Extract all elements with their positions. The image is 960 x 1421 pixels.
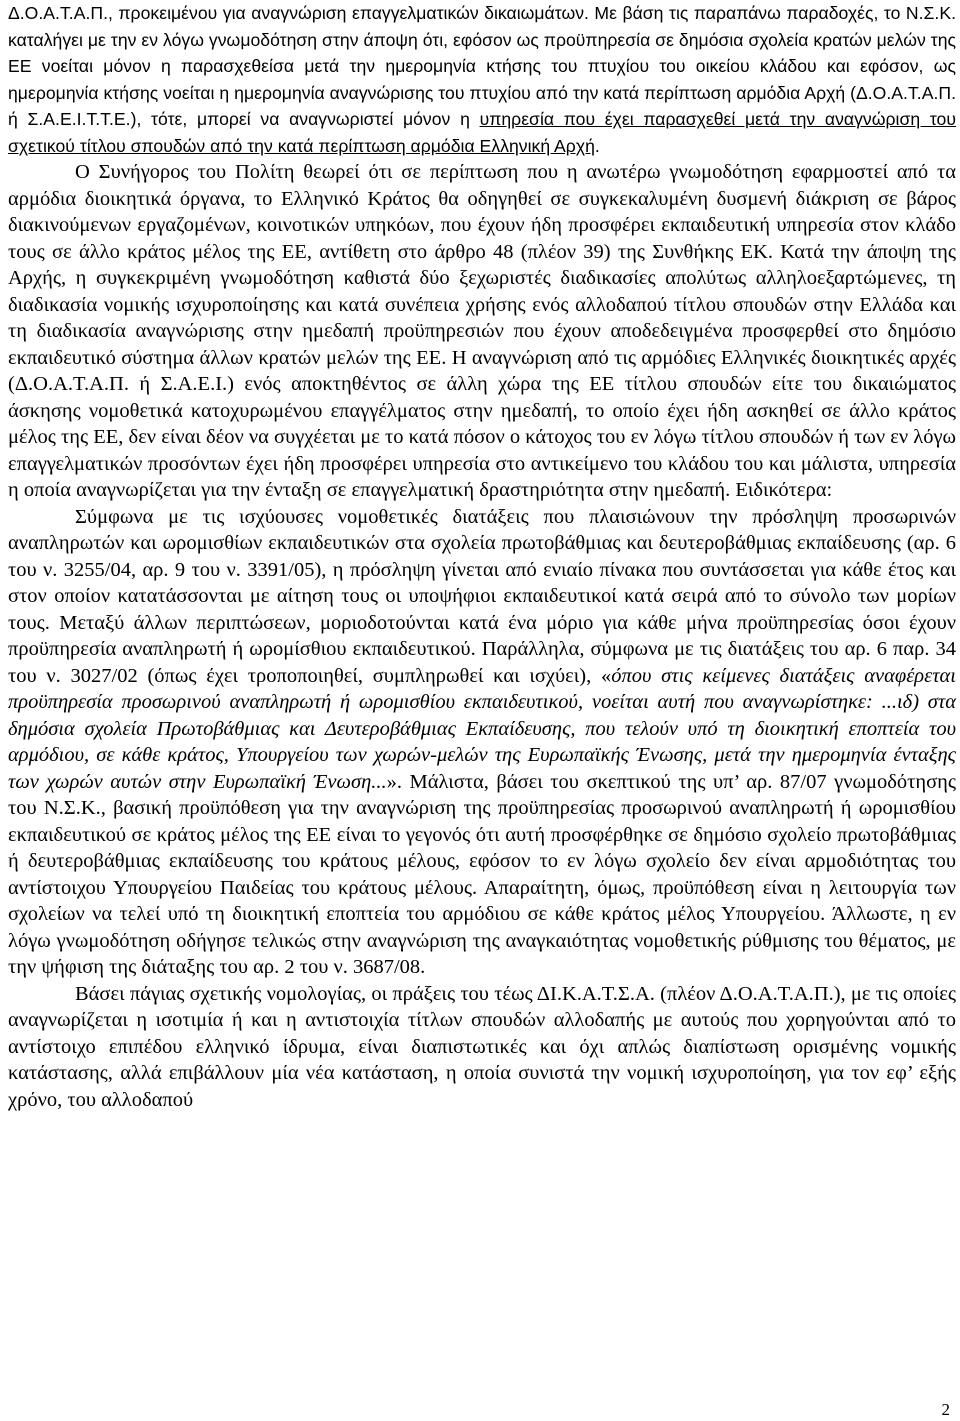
paragraph-case-law: Βάσει πάγιας σχετικής νομολογίας, οι πράξεις του τέως ΔΙ.Κ.Α.Τ.Σ.Α. (πλέον Δ.Ο.Α.Τ.Α.Π.), με τις οποίες αναγνωρίζεται η ισοτιμία ή και η αντιστοιχία τίτλων σπουδών αλλοδαπής με αυτούς που χορηγούνται από το αντίστοιχο επιπέδου ελληνικό ίδρυμα, είναι διαπιστωτικές και όχι απλώς διαπίστωση ορισμένης νομικής κατάστασης, αλλά επιβάλλουν μία νέα κατάσταση, η οποία συνιστά την νομική ισχυροποίηση, για τον εφ’ εξής χρόνο, του αλλοδαπού (8, 982, 956, 1111)
underlined-emphasis: υπηρεσία που έχει παρασχεθεί μετά την αναγνώριση του σχετικού τίτλου σπουδών από την κατά περίπτωση αρμόδια Ελληνική Αρχή (8, 109, 956, 156)
paragraph-gnomodotisi-conclusion (8, 0, 956, 159)
paragraph-text: . (594, 135, 600, 156)
paragraph-text: Δ.Ο.Α.Τ.Α.Π., προκειμένου για αναγνώριση επαγγελματικών δικαιωμάτων. Με βάση τις παραπάνω παραδοχές, το Ν.Σ.Κ. καταλήγει με την εν λόγω γνωμοδότηση στην άποψη ότι, εφόσον ως προϋπηρεσία σε δημόσια σχολεία κρατών μελών της ΕΕ νοείται μόνον η παρασχεθείσα μετά την ημερομηνία κτήσης του πτυχίου του οικείου κλάδου και εφόσον, ως ημερομηνία κτήσης νοείται η ημερομηνία αναγνώρισης του πτυχίου από την κατά περίπτωση αρμόδια Αρχή (Δ.Ο.Α.Τ.Α.Π. ή Σ.Α.Ε.Ι.Τ.Τ.Ε.), τότε, μπορεί να αναγνωριστεί μόνον η (8, 3, 956, 129)
paragraph-legislation (8, 504, 956, 981)
paragraph-ombudsman-opinion: Ο Συνήγορος του Πολίτη θεωρεί ότι σε περίπτωση που η ανωτέρω γνωμοδότηση εφαρμοστεί από τα αρμόδια διοικητικά όργανα, το Ελληνικό Κράτος θα οδηγηθεί σε συγκεκαλυμένη δυσμενή διάκριση σε βάρος διακινούμενων εργαζομένων, κοινοτικών υπηκόων, που έχουν ήδη προσφέρει εκπαιδευτική υπηρεσία στον κλάδο τους σε άλλο κράτος μέλος της ΕΕ, αντίθετη στο άρθρο 48 (πλέον 39) της Συνθήκης ΕΚ. Κατά την άποψη της Αρχής, η συγκεκριμένη γνωμοδότηση καθιστά δύο ξεχωριστές διαδικασίες απολύτως αλληλοεξαρτώμενες, τη διαδικασία νομικής ισχυροποίησης και κατά συνέπεια χρήσης ενός αλλοδαπού τίτλου σπουδών στην Ελλάδα και τη διαδικασία αναγνώρισης στην ημεδαπή προϋπηρεσιών που έχουν αποδεδειγμένα προσφερθεί στο δημόσιο εκπαιδευτικό σύστημα άλλων κρατών μελών της ΕΕ. Η αναγνώριση από τις αρμόδιες Ελληνικές διοικητικές αρχές (Δ.Ο.Α.Τ.Α.Π. ή Σ.Α.Ε.Ι.) ενός αποκτηθέντος σε άλλη χώρα της ΕΕ τίτλου σπουδών είτε του δικαιώματος άσκησης νομοθετικά κατοχυρωμένου επαγγέλματος στην ημεδαπή, το οποίο έχει ήδη ασκηθεί σε άλλο κράτος μέλος της ΕΕ, δεν είναι δέον να συγχέεται με το κατά πόσον ο κάτοχος του εν λόγω τίτλου σπουδών ή των εν λόγω επαγγελματικών προσόντων έχει ήδη προσφέρει υπηρεσία στο αντικείμενο του κλάδου του και μάλιστα, υπηρεσία η οποία αναγνωρίζεται για την ένταξη σε επαγγελματική δραστηριότητα στην ημεδαπή. Ειδικότερα: (8, 161, 956, 501)
page-number: 2 (941, 1400, 950, 1419)
italic-legal-quote: όπου στις κείμενες διατάξεις αναφέρεται προϋπηρεσία προσωρινού αναπληρωτή ή ωρομισθίου εκπαιδευτικού, νοείται αυτή που αναγνωρίστηκε: ...ιδ) στα δημόσια σχολεία Πρωτοβάθμιας και Δευτεροβάθμιας Εκπαίδευσης, που τελούν υπό τη διοικητική εποπτεία του αρμόδιου, σε κάθε κράτος, Υπουργείου των χωρών-μελών της Ευρωπαϊκής Ένωσης, μετά την ημερομηνία ένταξης των χωρών αυτών στην Ευρωπαϊκή Ένωση... (8, 664, 956, 793)
document-body (8, 0, 956, 1113)
paragraph-text: Σύμφωνα με τις ισχύουσες νομοθετικές διατάξεις που πλαισιώνουν την πρόσληψη προσωρινών αναπληρωτών και ωρομισθίων εκπαιδευτικών στα σχολεία πρωτοβάθμιας και δευτεροβάθμιας εκπαίδευσης (αρ. 6 του ν. 3255/04, αρ. 9 του ν. 3391/05), η πρόσληψη γίνεται από ενιαίο πίνακα που συντάσσεται για κάθε έτος και στον οποίον κατατάσσονται με αίτηση τους οι υποψήφιοι εκπαιδευτικοί κατά σειρά από το σύνολο των μορίων τους. Μεταξύ άλλων περιπτώσεων, μοριοδοτούνται κατά ένα μόριο για κάθε μήνα προϋπηρεσίας όσοι έχουν προϋπηρεσία αναπληρωτή ή ωρομίσθιου εκπαιδευτικού. Παράλληλα, σύμφωνα με τις διατάξεις του αρ. 6 παρ. 34 του ν. 3027/02 (όπως έχει τροποποιηθεί, συμπληρωθεί και ισχύει), « (8, 505, 956, 687)
paragraph-text: ». Μάλιστα, βάσει του σκεπτικού της υπ’ αρ. 87/07 γνωμοδότησης του Ν.Σ.Κ., βασική προϋπόθεση για την αναγνώριση της προϋπηρεσίας προσωρινού αναπληρωτή ή ωρομισθίου εκπαιδευτικού σε κράτος μέλος της ΕΕ είναι το γεγονός ότι αυτή προσφέρθηκε σε δημόσιο σχολείο πρωτοβάθμιας ή δευτεροβάθμιας εκπαίδευσης του κράτους μέλους, εφόσον το εν λόγω σχολείο δεν είναι αρμοδιότητας του αντίστοιχου Υπουργείου Παιδείας του κράτους μέλους. Απαραίτητη, όμως, προϋπόθεση είναι η λειτουργία των σχολείων να τελεί υπό τη διοικητική εποπτεία του αρμόδιου σε κάθε κράτος μέλος Υπουργείου. Άλλωστε, η εν λόγω γνωμοδότηση οδήγησε τελικώς στην αναγνώριση της αναγκαιότητας νομοθετικής ρύθμισης του θέματος, με την ψήφιση της διάταξης του αρ. 2 του ν. 3687/08. (8, 770, 956, 978)
